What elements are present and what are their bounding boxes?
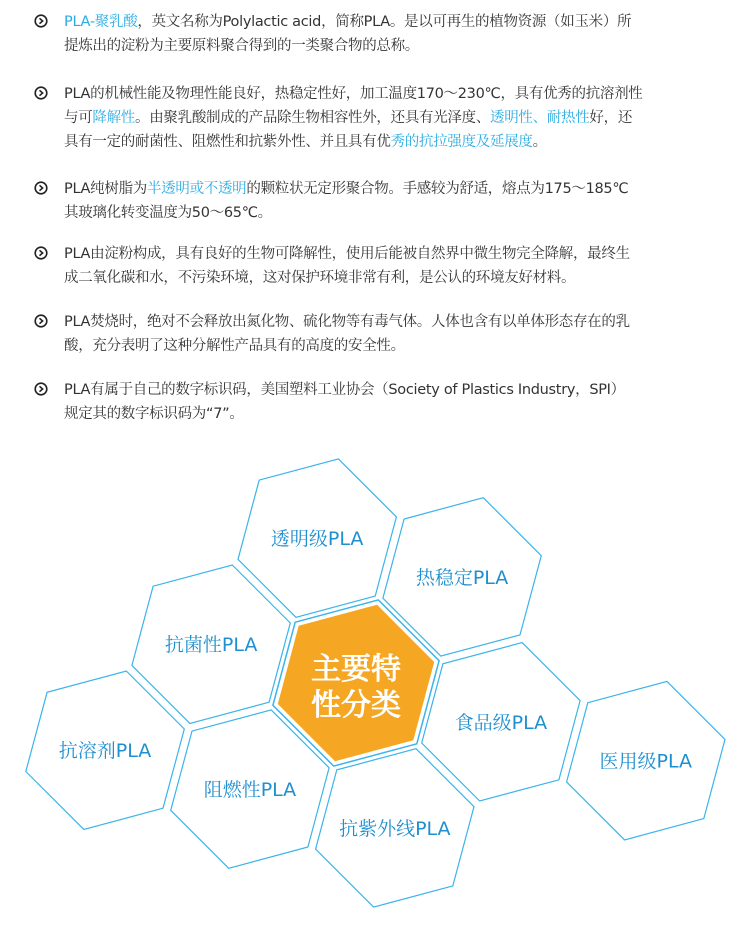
hex-label-medical: 医用级PLA [599, 750, 693, 773]
highlight-text: 透明性、耐热性 [490, 110, 590, 126]
highlight-text: 秀的抗拉强度及延展度 [390, 134, 533, 150]
body-text: 提炼出的淀粉为主要原料聚合得到的一类聚合物的总称。 [64, 38, 419, 54]
body-text: 规定其的数字标识码为“7”。 [64, 406, 244, 422]
feature-paragraph [34, 242, 734, 290]
paragraph-line [64, 10, 734, 34]
feature-paragraph [34, 310, 734, 358]
property-hex-diagram [0, 440, 748, 930]
body-text: PLA纯树脂为 [64, 181, 147, 197]
paragraph-line [64, 266, 734, 290]
highlight-text: 降解性 [92, 110, 136, 126]
body-text: 其玻璃化转变温度为50～65℃。 [64, 205, 272, 221]
feature-paragraph [34, 10, 734, 58]
body-text: 好，还 [589, 110, 633, 126]
paragraph-line [64, 82, 734, 106]
body-text: PLA焚烧时，绝对不会释放出氮化物、硫化物等有毒气体。人体也含有以单体形态存在的乳 [64, 314, 630, 330]
paragraph-line [64, 310, 734, 334]
body-text: PLA由淀粉构成，具有良好的生物可降解性，使用后能被自然界中微生物完全降解，最终生 [64, 246, 630, 262]
body-text: 酸，充分表明了这种分解性产品具有的高度的安全性。 [64, 338, 405, 354]
circle-arrow-bullet-icon [34, 246, 48, 260]
core-label-line1: 主要特 [311, 652, 401, 687]
paragraph-line [64, 34, 734, 58]
hex-label-food: 食品级PLA [454, 711, 548, 734]
body-text: 。 [532, 134, 547, 150]
circle-arrow-bullet-icon [34, 14, 48, 28]
body-text: 成二氧化碳和水，不污染环境，这对保护环境非常有利，是公认的环境友好材料。 [64, 270, 576, 286]
paragraph-line [64, 201, 734, 225]
feature-paragraph [34, 378, 734, 426]
hex-label-heat: 热稳定PLA [415, 566, 509, 589]
hex-label-transparent: 透明级PLA [270, 528, 364, 551]
paragraph-line [64, 402, 734, 426]
highlight-text: 半透明或不透明 [146, 181, 247, 197]
body-text: 具有一定的耐菌性、阻燃性和抗紫外性、并且具有优 [64, 134, 391, 150]
paragraph-line [64, 106, 734, 130]
body-text: PLA的机械性能及物理性能良好，热稳定性好，加工温度170～230℃，具有优秀的抗溶剂性 [64, 86, 643, 102]
body-text: 与可 [64, 110, 93, 126]
circle-arrow-bullet-icon [34, 86, 48, 100]
paragraph-line [64, 334, 734, 358]
hex-label-flame: 阻燃性PLA [203, 779, 297, 802]
paragraph-line [64, 242, 734, 266]
feature-paragraph [34, 82, 734, 154]
body-text: 的颗粒状无定形聚合物。手感较为舒适，熔点为175～185℃ [246, 181, 629, 197]
hex-label-solvent: 抗溶剂PLA [58, 740, 152, 763]
circle-arrow-bullet-icon [34, 314, 48, 328]
core-label-line2: 性分类 [311, 688, 401, 723]
feature-paragraph [34, 177, 734, 225]
highlight-text: PLA-聚乳酸 [64, 14, 138, 30]
circle-arrow-bullet-icon [34, 181, 48, 195]
body-text: PLA有属于自己的数字标识码，美国塑料工业协会（Society of Plastics Industry，SPI） [64, 382, 625, 398]
hex-label-antibacterial: 抗菌性PLA [164, 634, 258, 657]
paragraph-line [64, 177, 734, 201]
body-text: 。由聚乳酸制成的产品除生物相容性外，还具有光泽度、 [135, 110, 491, 126]
circle-arrow-bullet-icon [34, 382, 48, 396]
paragraph-line [64, 378, 734, 402]
body-text: ，英文名称为Polylactic acid，简称PLA。是以可再生的植物资源（如玉米）所 [137, 14, 632, 30]
hex-label-uv: 抗紫外线PLA [339, 817, 451, 840]
paragraph-line [64, 130, 734, 154]
